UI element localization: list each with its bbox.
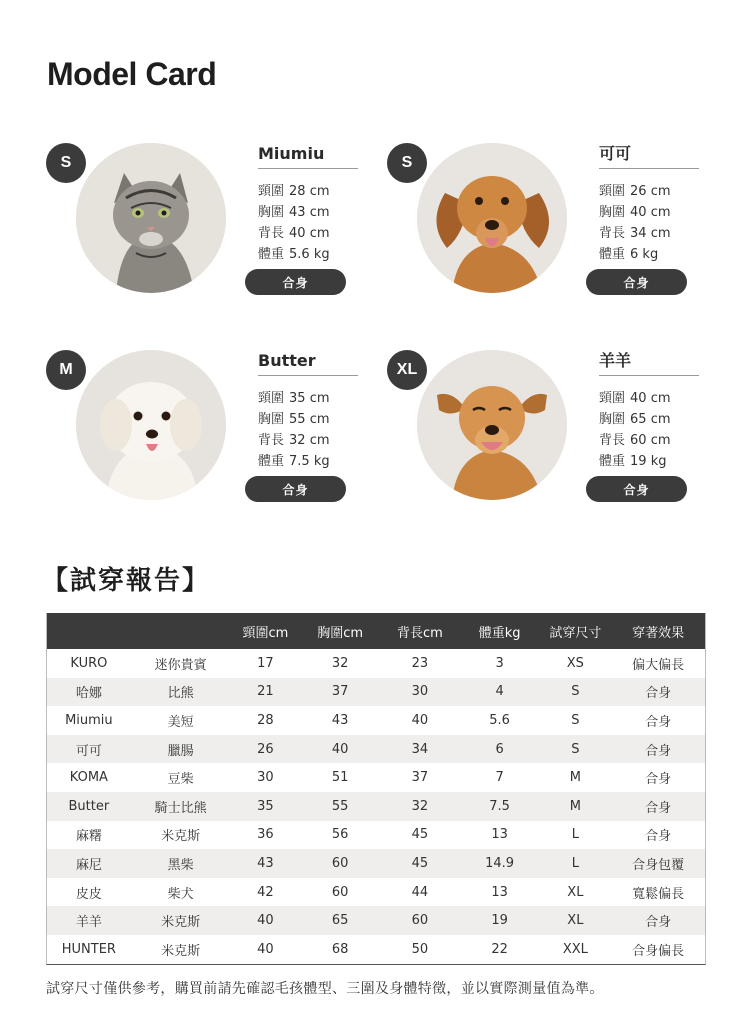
table-cell: 麻糬	[75, 829, 102, 845]
measure-neck: 頸圍 28 cm	[258, 184, 330, 199]
pet-name: Butter	[258, 350, 358, 376]
table-cell: 13	[491, 884, 508, 900]
report-title: 【試穿報告】	[42, 566, 211, 596]
dachshund-illustration	[417, 143, 567, 293]
table-cell: S	[571, 684, 580, 700]
dachshund-photo	[417, 143, 567, 293]
table-cell: 合身包覆	[632, 857, 685, 873]
measure-chest: 胸圍 40 cm	[599, 205, 671, 220]
fit-badge: 合身	[586, 476, 687, 502]
table-cell: 60	[331, 855, 349, 871]
table-cell: 50	[411, 941, 429, 957]
table-cell: 合身	[645, 743, 672, 759]
table-cell: 28	[257, 712, 274, 728]
table-cell: 麻尼	[75, 857, 102, 873]
table-cell: 比熊	[167, 686, 194, 702]
table-cell: 哈娜	[75, 686, 102, 702]
table-cell: 32	[411, 798, 429, 814]
header-cell: 穿著效果	[632, 625, 685, 641]
table-cell: 合身	[645, 800, 672, 816]
table-cell: 22	[491, 941, 508, 957]
table-cell: 32	[331, 655, 349, 671]
table-cell: 合身	[645, 686, 672, 702]
table-cell: L	[571, 855, 579, 871]
table-row	[47, 849, 705, 878]
table-cell: 37	[411, 770, 429, 786]
table-cell: 合身	[645, 915, 672, 931]
table-cell: Miumiu	[65, 712, 113, 728]
table-cell: 7	[495, 770, 504, 786]
table-cell: 30	[411, 684, 429, 700]
cat-illustration	[76, 143, 226, 293]
measure-neck: 頸圍 26 cm	[599, 184, 671, 199]
maltese-illustration	[76, 350, 226, 500]
header-cell: 胸圍cm	[317, 625, 364, 641]
size-badge: XL	[387, 350, 427, 390]
model-card-yangyang	[387, 350, 707, 520]
mixed-dog-photo	[417, 350, 567, 500]
table-cell: 騎士比熊	[154, 800, 207, 816]
measure-chest: 胸圍 43 cm	[258, 205, 330, 220]
model-card-keke	[387, 143, 707, 313]
table-header	[47, 613, 705, 649]
table-cell: 40	[257, 941, 274, 957]
header-cell: 試穿尺寸	[549, 625, 602, 641]
pet-name: 可可	[599, 143, 699, 169]
table-cell: Butter	[68, 798, 110, 814]
cat-photo	[76, 143, 226, 293]
measure-chest: 胸圍 65 cm	[599, 412, 671, 427]
table-cell: XS	[566, 655, 584, 671]
table-cell: 55	[331, 798, 349, 814]
table-cell: 豆柴	[167, 772, 194, 788]
table-cell: KURO	[70, 655, 108, 671]
table-body	[47, 649, 705, 964]
table-cell: 合身偏長	[632, 943, 685, 959]
table-cell: 43	[331, 712, 349, 728]
table-cell: 65	[331, 913, 349, 929]
table-cell: 68	[331, 941, 349, 957]
measure-back: 背長 32 cm	[258, 433, 330, 448]
measure-neck: 頸圍 35 cm	[258, 391, 330, 406]
table-cell: 35	[257, 798, 274, 814]
header-cell: 頸圍cm	[242, 625, 289, 641]
table-cell: 45	[411, 827, 429, 843]
table-cell: 44	[411, 884, 429, 900]
measure-back: 背長 40 cm	[258, 226, 330, 241]
pet-name: Miumiu	[258, 143, 358, 169]
fit-badge: 合身	[586, 269, 687, 295]
table-cell: 米克斯	[161, 915, 201, 931]
table-row	[47, 821, 705, 850]
table-cell: 美短	[167, 714, 194, 730]
table-row	[47, 763, 705, 792]
measure-back: 背長 60 cm	[599, 433, 671, 448]
table-cell: 4	[495, 684, 504, 700]
table-cell: 臘腸	[167, 743, 194, 759]
table-cell: 合身	[645, 772, 672, 788]
table-cell: 51	[331, 770, 349, 786]
table-cell: 36	[257, 827, 274, 843]
table-cell: 30	[257, 770, 274, 786]
fitting-report-table	[46, 613, 706, 965]
table-cell: 26	[257, 741, 274, 757]
table-row	[47, 792, 705, 821]
table-cell: 40	[257, 913, 274, 929]
pet-name: 羊羊	[599, 350, 699, 376]
table-cell: 柴犬	[167, 886, 194, 902]
table-cell: 40	[411, 712, 429, 728]
size-badge: S	[387, 143, 427, 183]
measure-weight: 體重 19 kg	[599, 454, 667, 469]
measure-chest: 胸圍 55 cm	[258, 412, 330, 427]
table-cell: 羊羊	[75, 915, 102, 931]
table-row	[47, 878, 705, 907]
table-cell: 偏大偏長	[632, 657, 685, 673]
measure-back: 背長 34 cm	[599, 226, 671, 241]
table-cell: 60	[331, 884, 349, 900]
table-cell: 34	[411, 741, 429, 757]
table-cell: 7.5	[489, 798, 510, 814]
table-cell: 37	[331, 684, 349, 700]
table-cell: HUNTER	[61, 941, 116, 957]
table-cell: 40	[331, 741, 349, 757]
table-cell: 14.9	[485, 855, 515, 871]
model-card-butter	[46, 350, 366, 520]
table-cell: S	[571, 741, 580, 757]
table-row	[47, 906, 705, 935]
table-cell: 21	[257, 684, 274, 700]
table-cell: KOMA	[69, 770, 108, 786]
table-cell: 黑柴	[167, 857, 194, 873]
fit-badge: 合身	[245, 269, 346, 295]
table-cell: 米克斯	[161, 943, 201, 959]
page-title: Model Card	[47, 56, 217, 92]
table-cell: XL	[567, 884, 584, 900]
table-cell: 寬鬆偏長	[632, 886, 685, 902]
header-cell: 背長cm	[396, 625, 443, 641]
maltese-photo	[76, 350, 226, 500]
table-cell: M	[569, 770, 581, 786]
table-row	[47, 935, 705, 964]
measure-weight: 體重 6 kg	[599, 247, 659, 262]
measure-neck: 頸圍 40 cm	[599, 391, 671, 406]
table-cell: 60	[411, 913, 429, 929]
table-cell: 45	[411, 855, 429, 871]
table-cell: XXL	[562, 941, 588, 957]
mixed-dog-illustration	[417, 350, 567, 500]
table-row	[47, 649, 705, 678]
table-cell: 19	[491, 913, 508, 929]
table-cell: S	[571, 712, 580, 728]
table-cell: L	[571, 827, 579, 843]
size-badge: S	[46, 143, 86, 183]
table-cell: 23	[411, 655, 429, 671]
measure-weight: 體重 5.6 kg	[258, 247, 330, 262]
table-row	[47, 706, 705, 735]
table-cell: 3	[495, 655, 504, 671]
table-row	[47, 735, 705, 764]
table-cell: 56	[331, 827, 349, 843]
model-card-miumiu	[46, 143, 366, 313]
header-cell: 體重kg	[478, 625, 521, 641]
table-cell: 可可	[75, 743, 102, 759]
table-cell: 米克斯	[161, 829, 201, 845]
table-row	[47, 678, 705, 707]
table-cell: 合身	[645, 829, 672, 845]
table-cell: 42	[257, 884, 274, 900]
fit-badge: 合身	[245, 476, 346, 502]
size-badge: M	[46, 350, 86, 390]
table-cell: M	[569, 798, 581, 814]
table-cell: 合身	[645, 714, 672, 730]
table-cell: 13	[491, 827, 508, 843]
table-cell: XL	[567, 913, 584, 929]
table-cell: 皮皮	[75, 886, 102, 902]
table-cell: 迷你貴賓	[154, 657, 207, 673]
table-cell: 17	[257, 655, 274, 671]
measure-weight: 體重 7.5 kg	[258, 454, 330, 469]
disclaimer-note: 試穿尺寸僅供參考，購買前請先確認毛孩體型、三圍及身體特徵，並以實際測量值為準。	[46, 981, 604, 997]
table-cell: 43	[257, 855, 274, 871]
table-cell: 5.6	[489, 712, 510, 728]
table-cell: 6	[495, 741, 504, 757]
